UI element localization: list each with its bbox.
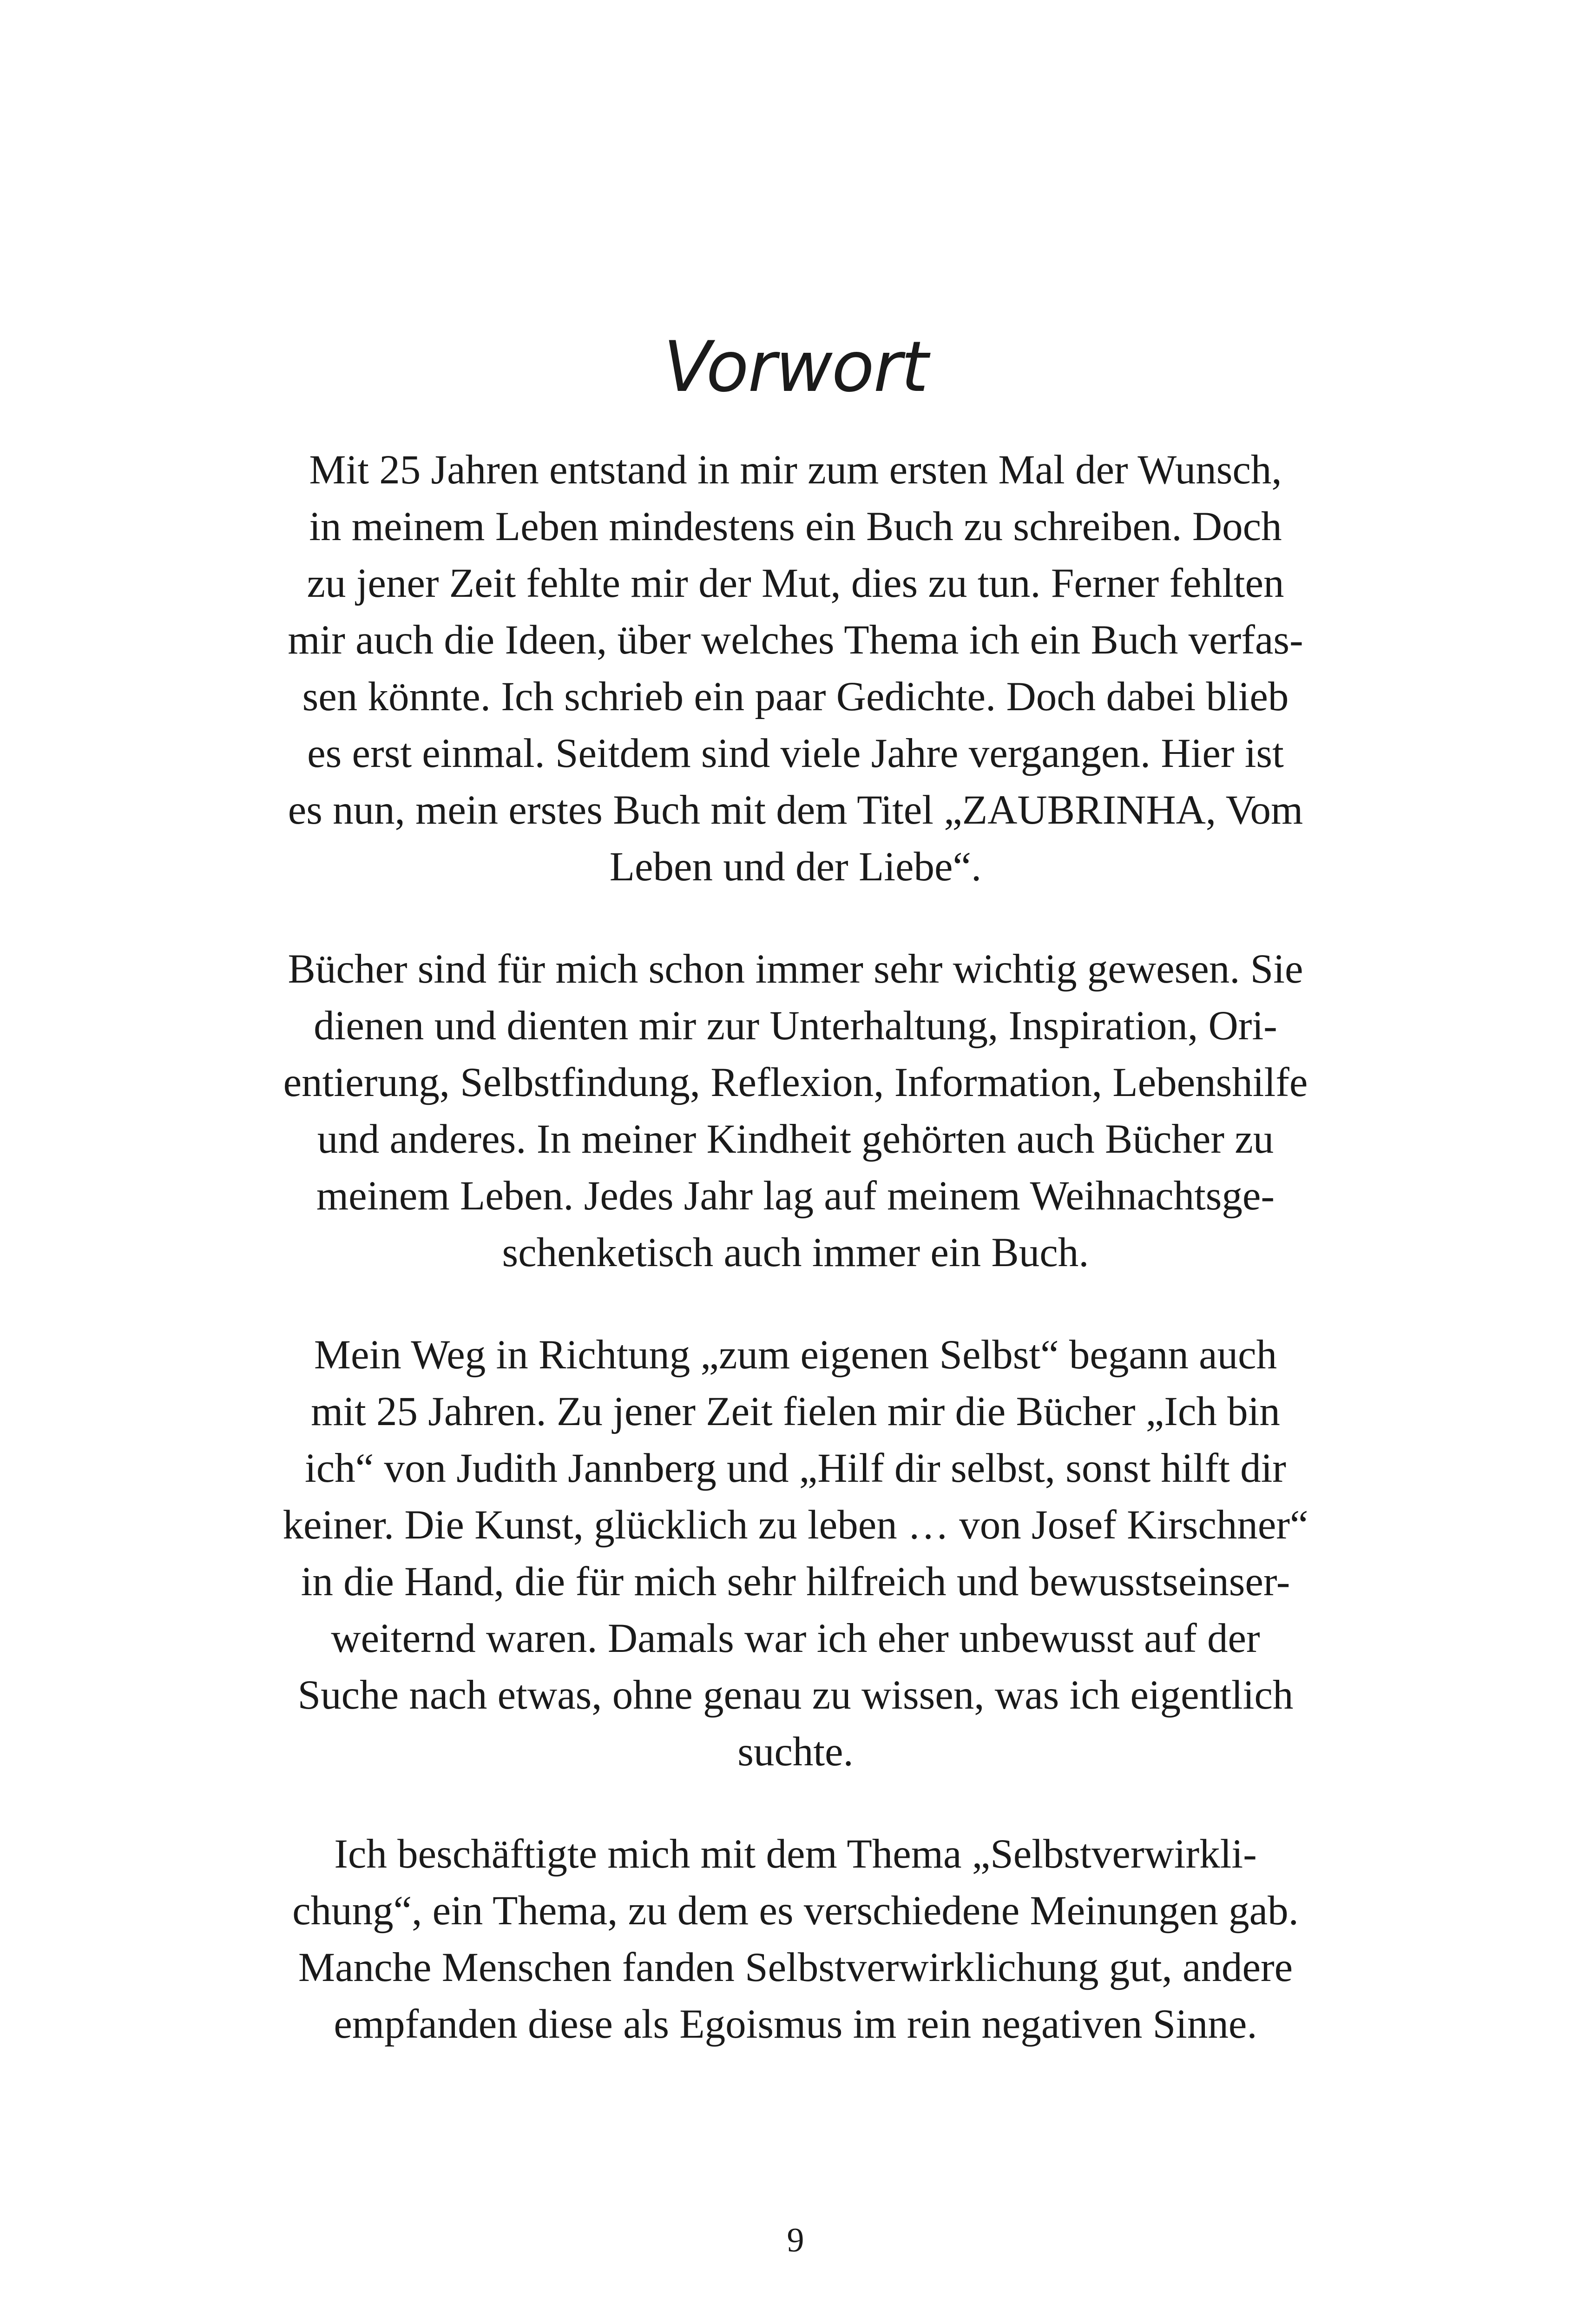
text-line: es erst einmal. Seitdem sind viele Jahre vergangen. Hier ist bbox=[307, 731, 1284, 776]
text-line: suchte. bbox=[737, 1729, 854, 1775]
page-number: 9 bbox=[787, 2221, 804, 2259]
text-line: mir auch die Ideen, über welches Thema ich ein Buch verfas- bbox=[288, 617, 1303, 663]
text-line: keiner. Die Kunst, glücklich zu leben … von Josef Kirschner“ bbox=[283, 1502, 1308, 1548]
text-line: und anderes. In meiner Kindheit gehörten auch Bücher zu bbox=[317, 1116, 1274, 1162]
paragraph-2 bbox=[214, 941, 1377, 1281]
text-line: ich“ von Judith Jannberg und „Hilf dir selbst, sonst hilft dir bbox=[305, 1446, 1286, 1491]
text-line: Suche nach etwas, ohne genau zu wissen, was ich eigentlich bbox=[297, 1672, 1294, 1718]
paragraph-4 bbox=[214, 1826, 1377, 2053]
text-line: mit 25 Jahren. Zu jener Zeit fielen mir die Bücher „Ich bin bbox=[311, 1389, 1280, 1434]
text-line: schenketisch auch immer ein Buch. bbox=[502, 1230, 1089, 1275]
text-line: Leben und der Liebe“. bbox=[609, 844, 982, 890]
paragraph-1 bbox=[214, 442, 1377, 895]
text-line: Mein Weg in Richtung „zum eigenen Selbst“ begann auch bbox=[314, 1332, 1277, 1378]
text-line: Manche Menschen fanden Selbstverwirklichung gut, andere bbox=[298, 1945, 1293, 1990]
text-line: empfanden diese als Egoismus im rein negativen Sinne. bbox=[334, 2001, 1257, 2047]
body-text bbox=[214, 442, 1377, 2098]
text-line: Bücher sind für mich schon immer sehr wichtig gewesen. Sie bbox=[288, 946, 1303, 992]
text-line: chung“, ein Thema, zu dem es verschiedene Meinungen gab. bbox=[292, 1888, 1299, 1934]
text-line: in meinem Leben mindestens ein Buch zu schreiben. Doch bbox=[309, 504, 1282, 549]
text-line: weiternd waren. Damals war ich eher unbewusst auf der bbox=[331, 1616, 1260, 1661]
paragraph-3 bbox=[214, 1327, 1377, 1780]
text-line: entierung, Selbstfindung, Reflexion, Information, Lebenshilfe bbox=[283, 1060, 1308, 1105]
text-line: Mit 25 Jahren entstand in mir zum ersten Mal der Wunsch, bbox=[309, 447, 1282, 493]
text-line: in die Hand, die für mich sehr hilfreich und bewusstseinser- bbox=[301, 1559, 1290, 1604]
text-line: meinem Leben. Jedes Jahr lag auf meinem Weihnachtsge- bbox=[316, 1173, 1275, 1219]
text-line: es nun, mein erstes Buch mit dem Titel „ZAUBRINHA, Vom bbox=[288, 787, 1303, 833]
text-line: zu jener Zeit fehlte mir der Mut, dies zu tun. Ferner fehlten bbox=[307, 561, 1284, 606]
text-line: Ich beschäftigte mich mit dem Thema „Selbstverwirkli- bbox=[334, 1831, 1257, 1877]
page-title: Vorwort bbox=[663, 327, 928, 408]
text-line: dienen und dienten mir zur Unterhaltung, Inspiration, Ori- bbox=[314, 1003, 1277, 1049]
text-line: sen könnte. Ich schrieb ein paar Gedichte. Doch dabei blieb bbox=[302, 674, 1289, 720]
